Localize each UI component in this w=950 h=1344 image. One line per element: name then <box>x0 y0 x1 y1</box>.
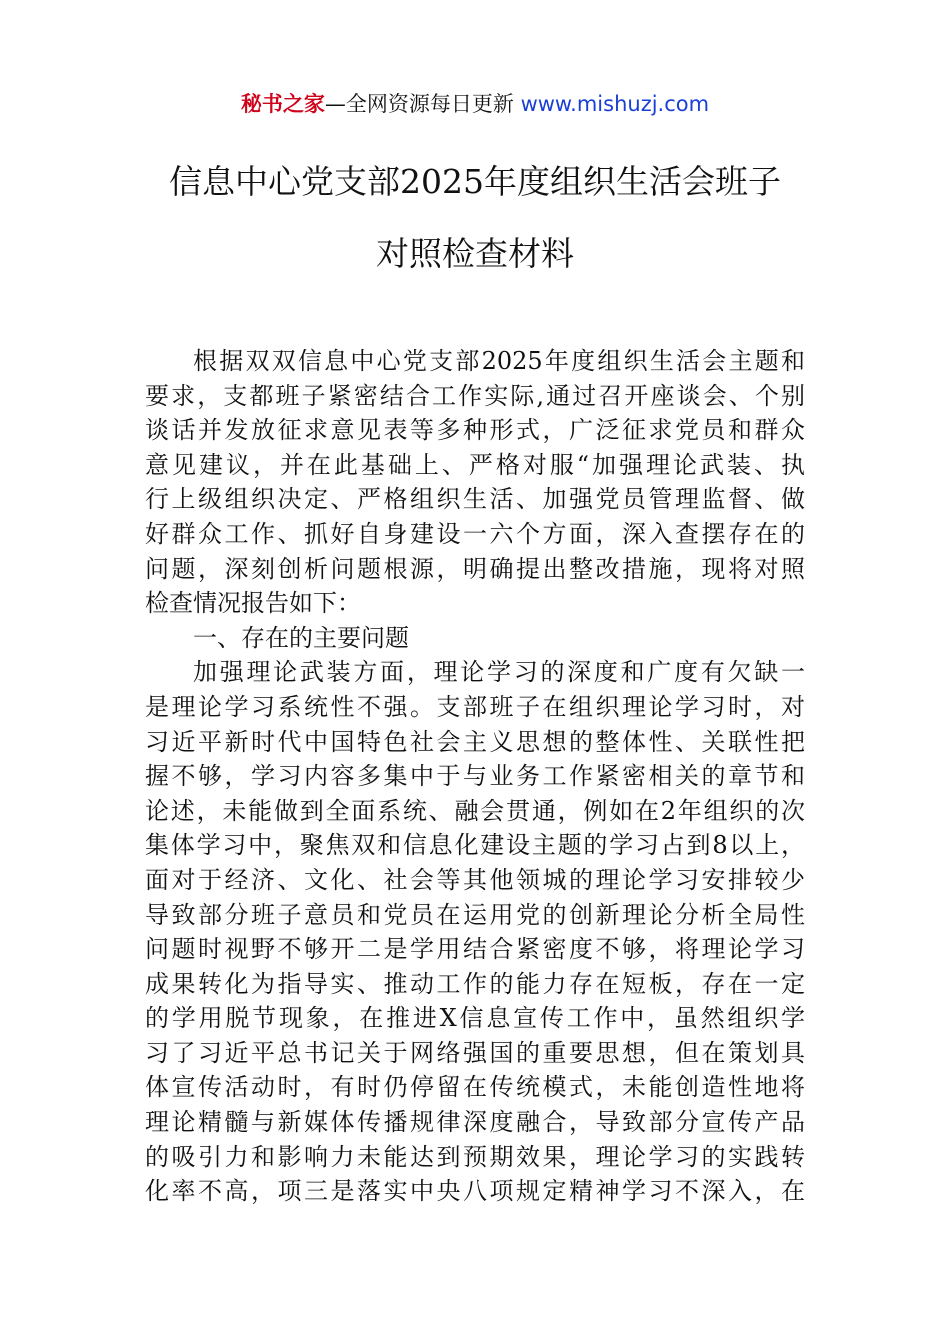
section-heading: 一、存在的主要问题 <box>193 623 409 652</box>
body-line: 成果转化为指导实、推动工作的能力存在短板，存在一定 <box>145 969 805 998</box>
document-title-line-1: 信息中心党支部2025年度组织生活会班子 <box>169 162 781 201</box>
body-line: 意见建议，并在此基础上、严格对服“加强理论武装、执 <box>145 450 805 479</box>
body-line: 要求，支都班子紧密结合工作实际,通过召开座谈会、个别 <box>145 381 805 410</box>
body-line: 谈话并发放征求意见表等多种形式，广泛征求党员和群众 <box>145 416 805 445</box>
body-line: 检查情况报告如下： <box>145 589 361 618</box>
body-line: 是理论学习系统性不强。支部班子在组织理论学习时，对 <box>145 692 805 721</box>
body-line: 理论精髓与新媒体传播规律深度融合，导致部分宣传产品 <box>145 1108 805 1137</box>
body-line: 加强理论武装方面，理论学习的深度和广度有欠缺一 <box>193 658 805 687</box>
brand-name: 秘书之家 <box>240 92 325 116</box>
body-line: 面对于经济、文化、社会等其他领城的理论学习安排较少 <box>145 865 805 894</box>
body-line: 导致部分班子意员和党员在运用党的创新理论分析全局性 <box>145 900 805 929</box>
body-line: 的吸引力和影响力未能达到预期效果，理论学习的实践转 <box>145 1142 805 1171</box>
body-line: 集体学习中，聚焦双和信息化建设主题的学习占到8以上， <box>145 831 805 860</box>
body-line: 行上级组织决定、严格组织生活、加强党员管理监督、做 <box>145 485 805 514</box>
body-line: 根据双双信息中心党支部2025年度组织生活会主题和 <box>193 347 805 375</box>
body-line: 习了习近平总书记关于网络强国的重要思想，但在策划具 <box>145 1038 805 1067</box>
body-line: 问题，深刻创析问题根源，明确提出整改措施，现将对照 <box>145 554 805 583</box>
header-tagline: —全网资源每日更新 <box>324 92 514 116</box>
body-line: 好群众工作、抓好自身建设一六个方面，深入查摆存在的 <box>145 519 805 548</box>
document-title-line-2: 对照检查材料 <box>376 234 574 273</box>
body-line: 习近平新时代中国特色社会主义思想的整体性、关联性把 <box>145 727 805 756</box>
site-header <box>0 88 950 120</box>
body-line: 问题时视野不够开二是学用结合紧密度不够，将理论学习 <box>145 935 805 964</box>
document-body <box>145 344 805 1209</box>
body-line: 论述，未能做到全面系统、融会贯通，例如在2年组织的次 <box>145 796 805 825</box>
body-line: 握不够，学习内容多集中于与业务工作紧密相关的章节和 <box>145 762 805 791</box>
body-line: 的学用脱节现象，在推进X信息宣传工作中，虽然组织学 <box>145 1004 805 1033</box>
body-line: 体宣传活动时，有时仍停留在传统模式，未能创造性地将 <box>145 1073 805 1102</box>
site-url-link[interactable]: www.mishuzj.com <box>520 92 710 116</box>
body-line: 化率不高，项三是落实中央八项规定精神学习不深入，在 <box>145 1177 805 1206</box>
